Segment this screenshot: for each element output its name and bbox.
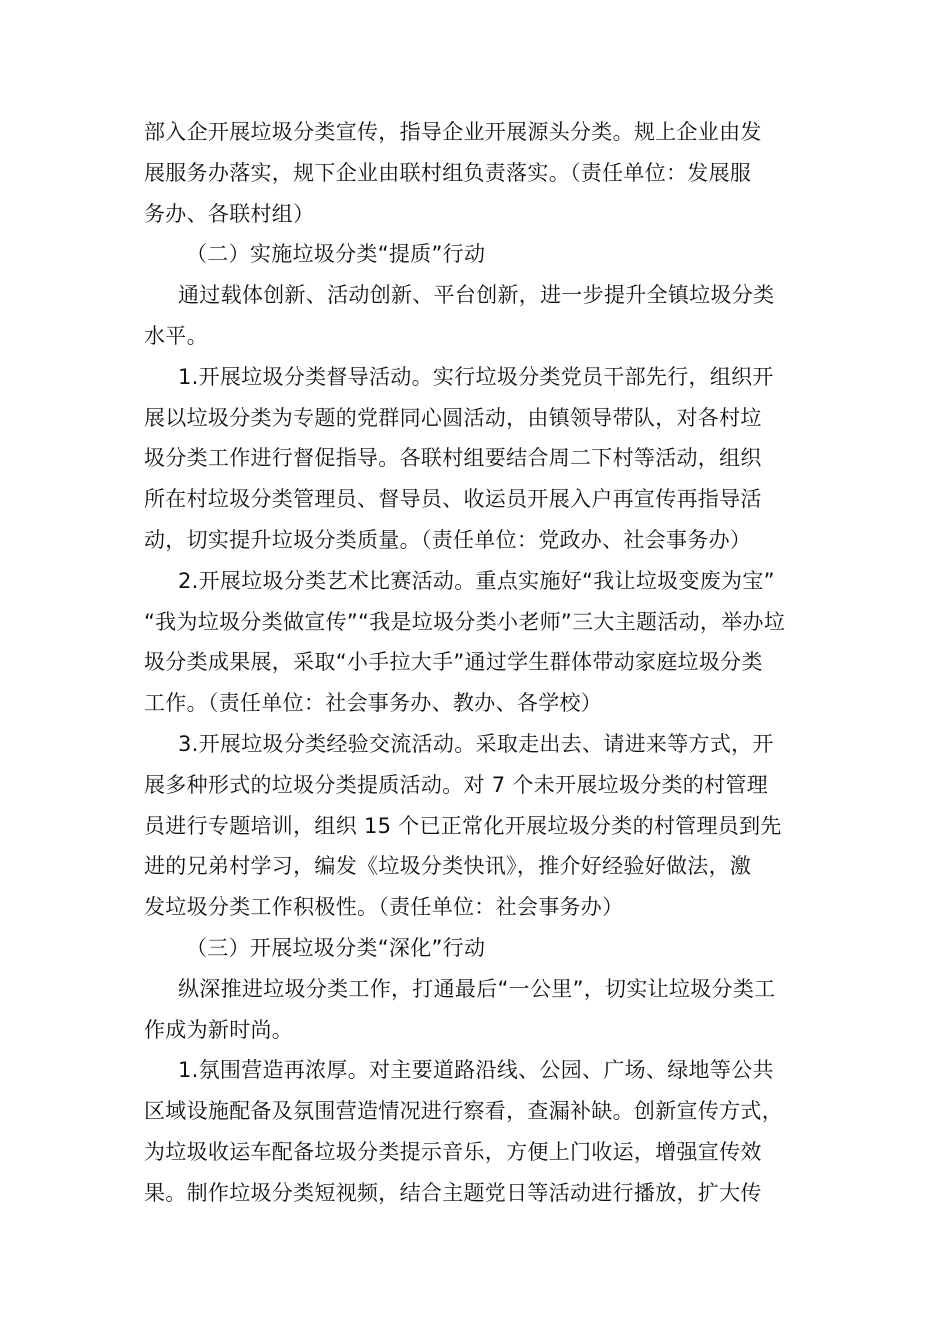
text-line: “我为垃圾分类做宣传”“我是垃圾分类小老师”三大主题活动，举办垃 [144, 609, 786, 634]
text-line: 1.氛围营造再浓厚。对主要道路沿线、公园、广场、绿地等公共 [178, 1058, 774, 1083]
text-line: 2.开展垃圾分类艺术比赛活动。重点实施好“我让垃圾变废为宝” [178, 568, 775, 593]
text-line: 圾分类成果展，采取“小手拉大手”通过学生群体带动家庭垃圾分类 [144, 650, 763, 675]
text-line: 区域设施配备及氛围营造情况进行察看，查漏补缺。创新宣传方式， [144, 1099, 783, 1124]
text-line: 作成为新时尚。 [144, 1017, 294, 1042]
section-heading: （三）开展垃圾分类“深化”行动 [186, 935, 486, 960]
text-line: 通过载体创新、活动创新、平台创新，进一步提升全镇垃圾分类 [178, 283, 775, 308]
text-line: 果。制作垃圾分类短视频，结合主题党日等活动进行播放，扩大传 [144, 1180, 762, 1205]
text-line: 员进行专题培训，组织 15 个已正常化开展垃圾分类的村管理员到先 [144, 813, 782, 838]
text-line: 圾分类工作进行督促指导。各联村组要结合周二下村等活动，组织 [144, 446, 762, 471]
text-line: 动，切实提升垃圾分类质量。（责任单位：党政办、社会事务办） [144, 527, 752, 552]
text-line: 发垃圾分类工作积极性。（责任单位：社会事务办） [144, 895, 624, 920]
text-line: 展多种形式的垃圾分类提质活动。对 7 个未开展垃圾分类的村管理 [144, 772, 769, 797]
text-line: 为垃圾收运车配备垃圾分类提示音乐，方便上门收运，增强宣传效 [144, 1139, 762, 1164]
text-line: 工作。（责任单位：社会事务办、教办、各学校） [144, 691, 603, 716]
section-heading: （二）实施垃圾分类“提质”行动 [186, 242, 486, 267]
text-line: 展服务办落实，规下企业由联村组负责落实。（责任单位：发展服 [144, 160, 752, 185]
text-line: 水平。 [144, 323, 208, 348]
text-line: 务办、各联村组） [144, 201, 315, 226]
text-line: 部入企开展垃圾分类宣传，指导企业开展源头分类。规上企业由发 [144, 120, 762, 144]
document-body [144, 112, 814, 1214]
text-line: 纵深推进垃圾分类工作，打通最后“一公里”，切实让垃圾分类工 [178, 976, 776, 1001]
text-line: 所在村垃圾分类管理员、督导员、收运员开展入户再宣传再指导活 [144, 487, 762, 512]
text-line: 展以垃圾分类为专题的党群同心圆活动，由镇领导带队，对各村垃 [144, 405, 762, 430]
text-line: 3.开展垃圾分类经验交流活动。采取走出去、请进来等方式，开 [178, 731, 774, 756]
text-line: 1.开展垃圾分类督导活动。实行垃圾分类党员干部先行，组织开 [178, 364, 774, 389]
text-line: 进的兄弟村学习，编发《垃圾分类快讯》，推介好经验好做法，激 [144, 854, 752, 879]
